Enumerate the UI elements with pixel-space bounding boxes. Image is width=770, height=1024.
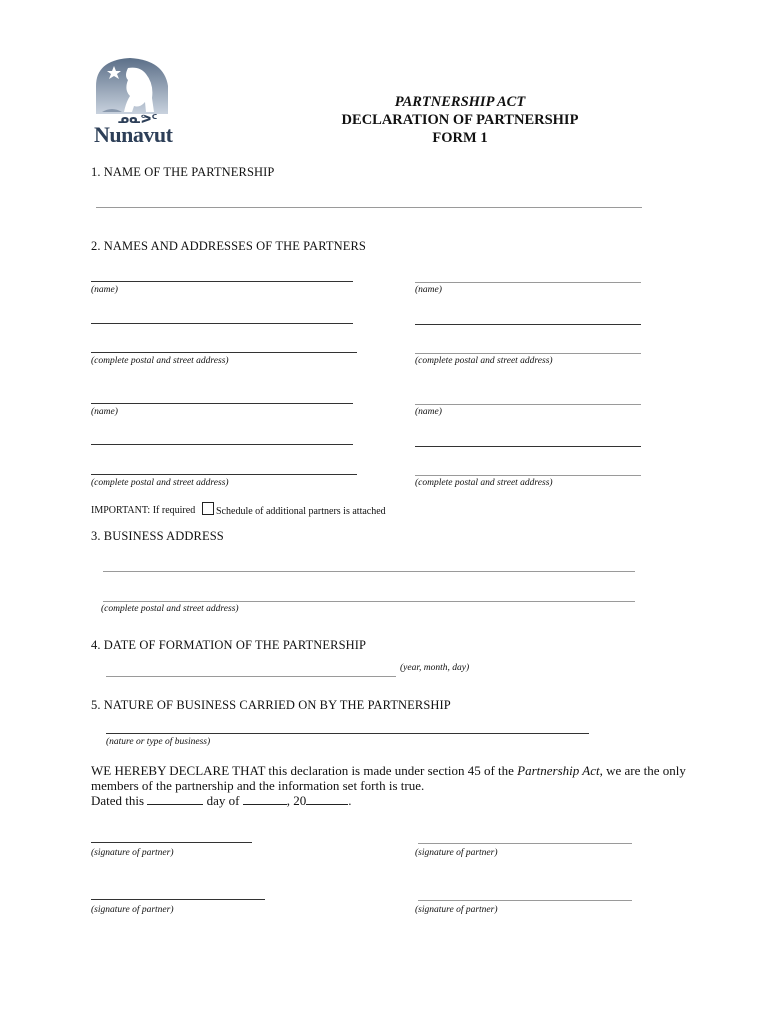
additional-partners-label: Schedule of additional partners is attached xyxy=(216,506,386,517)
declaration-part-2: , we are the only members of the partnership and the information set forth is true. xyxy=(91,763,686,793)
partner-1-address-field-2[interactable] xyxy=(91,352,357,353)
partner-1-name-field[interactable] xyxy=(91,281,353,282)
business-address-caption: (complete postal and street address) xyxy=(101,604,239,614)
form-title: PARTNERSHIP ACT xyxy=(394,94,526,110)
formation-date-field[interactable] xyxy=(106,676,396,677)
declaration-text xyxy=(91,763,701,793)
signature-2-caption: (signature of partner) xyxy=(415,848,498,858)
dated-day-field[interactable] xyxy=(147,793,203,805)
partner-2-address-field-1[interactable] xyxy=(415,324,641,325)
signature-4-field[interactable] xyxy=(418,900,632,901)
partner-3-address-field-1[interactable] xyxy=(91,444,353,445)
declaration-part-1: WE HEREBY DECLARE THAT this declaration is made under section 45 of the xyxy=(91,763,518,778)
signature-2-field[interactable] xyxy=(418,843,632,844)
partner-2-address-field-2[interactable] xyxy=(415,353,641,354)
partner-3-name-field[interactable] xyxy=(91,403,353,404)
business-nature-field[interactable] xyxy=(106,733,589,734)
partner-2-name-field[interactable] xyxy=(415,282,641,283)
partner-3-name-caption: (name) xyxy=(91,407,118,417)
form-number: FORM 1 xyxy=(432,130,488,146)
formation-date-caption: (year, month, day) xyxy=(400,663,470,673)
partner-2-name-caption: (name) xyxy=(415,285,442,295)
section-3-heading: 3. BUSINESS ADDRESS xyxy=(91,529,224,543)
dated-month-field[interactable] xyxy=(243,793,287,805)
section-1-heading: 1. NAME OF THE PARTNERSHIP xyxy=(91,165,275,179)
signature-1-caption: (signature of partner) xyxy=(91,848,174,858)
signature-3-caption: (signature of partner) xyxy=(91,905,174,915)
partner-4-address-field-2[interactable] xyxy=(415,475,641,476)
partner-2-address-caption: (complete postal and street address) xyxy=(415,356,553,366)
dated-line xyxy=(91,793,701,808)
partner-1-address-field-1[interactable] xyxy=(91,323,353,324)
dated-year-field[interactable] xyxy=(306,793,348,805)
signature-3-field[interactable] xyxy=(91,899,265,900)
partner-4-address-field-1[interactable] xyxy=(415,446,641,447)
day-of-label: day of xyxy=(206,793,240,808)
additional-partners-checkbox[interactable] xyxy=(202,502,214,515)
nunavut-logo xyxy=(88,52,184,152)
partner-4-name-field[interactable] xyxy=(415,404,641,405)
partner-3-address-caption: (complete postal and street address) xyxy=(91,478,229,488)
business-address-field-2[interactable] xyxy=(103,601,635,602)
signature-1-field[interactable] xyxy=(91,842,252,843)
partner-1-address-caption: (complete postal and street address) xyxy=(91,356,229,366)
signature-4-caption: (signature of partner) xyxy=(415,905,498,915)
partner-4-address-caption: (complete postal and street address) xyxy=(415,478,553,488)
logo-syllabics: ᓄᓇᕗᑦ xyxy=(118,112,158,126)
form-subtitle: DECLARATION OF PARTNERSHIP xyxy=(341,112,579,128)
partner-4-name-caption: (name) xyxy=(415,407,442,417)
partnership-name-field[interactable] xyxy=(96,207,642,208)
important-note: IMPORTANT: If required xyxy=(91,505,196,516)
section-4-heading: 4. DATE OF FORMATION OF THE PARTNERSHIP xyxy=(91,638,367,652)
partner-1-name-caption: (name) xyxy=(91,285,118,295)
partner-3-address-field-2[interactable] xyxy=(91,474,357,475)
act-name: Partnership Act xyxy=(517,763,600,778)
section-2-heading: 2. NAMES AND ADDRESSES OF THE PARTNERS xyxy=(91,239,366,253)
logo-wordmark: Nunavut xyxy=(94,122,173,147)
year-prefix-label: , 20 xyxy=(286,793,307,808)
business-nature-caption: (nature or type of business) xyxy=(106,737,211,747)
business-address-field-1[interactable] xyxy=(103,571,635,572)
section-5-heading: 5. NATURE OF BUSINESS CARRIED ON BY THE PARTNERSHIP xyxy=(91,698,451,712)
dated-this-label: Dated this xyxy=(91,793,145,808)
dated-end-period: . xyxy=(348,793,352,808)
